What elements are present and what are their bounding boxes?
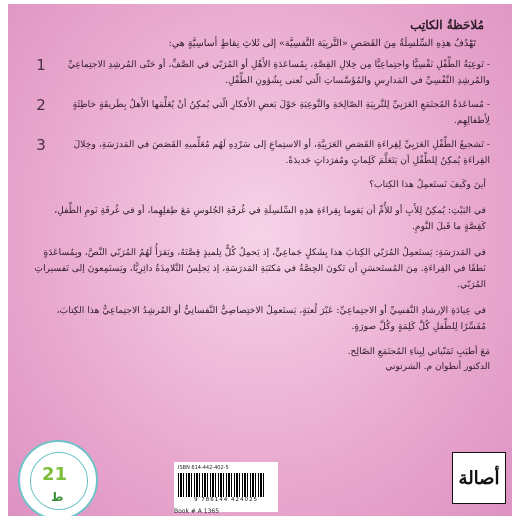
note-intro: تَهْدُفُ هذِهِ السِّلسِلَةُ مِنَ القَصَصِ «التَّربِيَة النَّفسِيَّة» إلى ثَلاثِ نِقاطٍ أساسِيَّةٍ هي: — [168, 38, 476, 49]
paragraph-home: في البَيْتِ: يُمكِنُ لِلأَبِ أو للأُمِّ أن يَقوما بِقِراءَةِ هذِهِ السِّلسِلَةِ في غُرفَةِ الجُلوسِ مَعَ طِفلِهِما، أو في غُرفَةِ نَومِ الطِّفلِ، كَقِصَّةٍ ما قَبلَ النَّومِ. — [54, 205, 486, 232]
cover-footer — [8, 430, 512, 516]
publisher-logo-icon — [18, 440, 98, 516]
point-2-text: - مُساعَدَةُ المُجتَمَعِ العَرَبِيِّ لِلتَّربِيَةِ الصّالِحَةِ والتَّوعِيَةِ حَوْلَ بَعضِ الأَفكارِ الّتي يُمكِنُ أنْ يُعَلِّمَها الأَهلُ بِطَريقَةٍ خاطِئَةٍ لِأَطفالِهِم. — [72, 99, 490, 126]
barcode — [174, 462, 278, 512]
signoff — [30, 345, 490, 375]
brand-logo-icon — [452, 452, 506, 504]
brand-logo-text: أصالة — [458, 467, 500, 489]
logo-letter: ط — [51, 490, 64, 504]
point-1 — [30, 57, 490, 89]
point-3-text: - تَشجيعُ الطِّفْلِ العَرَبِيِّ لِقِراءَةِ القَصَصِ العَرَبِيَّةِ، أو الاستِماعِ إلى سَرْدِهِ لَهُم مُعَلِّميهِ القَصَصَ في المَدرَسَةِ، وخِلالَ القِراءَةِ يُمكِنُ لِلطِّفْلِ أن يَتَعَلَّمَ كَلِماتٍ ومُفرَداتٍ جَديدَةً. — [73, 139, 490, 166]
paragraph-clinic: في عِيادَةِ الإرشادِ النَّفسِيِّ أو الاجتِماعِيِّ: عَبْرَ لُعبَةٍ، يَستَعمِلُ الاختِصاصِيُّ النَّفسانِيُّ أو المُرشِدُ الاجتِماعِيُّ هذا الكِتابَ، مُفَسِّرًا لِلطِّفلِ كُلَّ كَلِمَةٍ وكُلَّ صورَةٍ. — [56, 305, 486, 332]
point-1-number: 1 — [36, 56, 46, 74]
point-2-number: 2 — [36, 96, 46, 114]
paragraph-school: في المَدرَسَةِ: يَستَعمِلُ المُرَبّي الكِتابَ هذا بِشَكلٍ جَماعِيٍّ، إذ يَحمِلُ كُلٌّ تِلميذٍ قِصَّتَهُ، ويَقرَأُ لَهُمُ المُرَبّي النَّصَّ، وبِمُساعَدَةٍ نَطقًا في القِراءَةِ. مِنَ المُستَحسَنِ أن تَكونَ الحِصَّةُ في مَكتَبَةِ المَدرَسَةِ، إذ يَجلِسُ التَّلامِذَةُ دائِرِيًّا، ويَستَمِعونَ إلى تَفسيراتِ المُرَبّي. — [34, 247, 486, 290]
note-heading: مُلاحَظةُ الكاتِب — [410, 18, 484, 32]
author-note — [30, 18, 490, 375]
signoff-author: الدكتور أنطوان م. الشرتوني — [385, 362, 490, 372]
point-1-text: - تَوعِيَةُ الطِّفْلِ نَفْسِيًّا واجتِماعِيًّا مِن خِلالِ القِصَّةِ، بِمُساعَدَةِ الأَهْلِ أو المُرَبّي في الصَّفِّ، أو حَتّى المُرشِدِ الاجتِماعِيِّ والمُرشِدِ النَّفْسِيِّ في المَدارِسِ والمُؤَسَّساتِ الّتي تُعنى بِشُؤونِ الطِّفْلِ. — [67, 59, 490, 86]
point-3-number: 3 — [36, 136, 46, 154]
book-back-cover — [8, 4, 512, 516]
point-2 — [30, 97, 490, 129]
barcode-number: 9 786144 424025 — [194, 497, 258, 503]
book-number: Book # A 1365 — [174, 508, 220, 515]
signoff-wish: مَعَ أطيَبِ تَمَنّياتي لِبِناءِ المُجتَمَعِ الصّالِح. — [347, 347, 490, 357]
barcode-bars-icon — [178, 473, 266, 497]
isbn-label: ISBN 614-442-402-5 — [178, 465, 229, 471]
logo-number: 21 — [42, 464, 68, 485]
how-question: أينَ وكَيفَ نَستَعمِلُ هذا الكِتاب؟ — [369, 179, 486, 190]
point-3 — [30, 137, 490, 169]
